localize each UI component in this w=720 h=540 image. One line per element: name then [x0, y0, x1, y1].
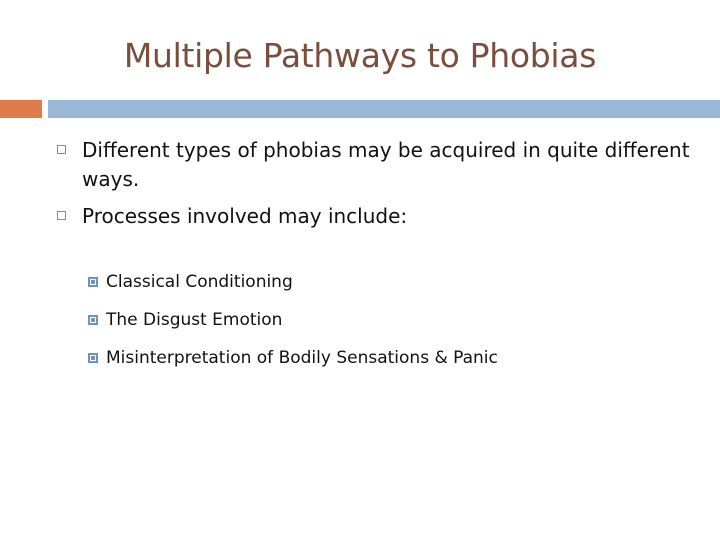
- square-bullet-icon: [88, 353, 98, 363]
- hollow-square-bullet-icon: [57, 145, 66, 154]
- bullet-item: [56, 136, 696, 194]
- bullet-text: Different types of phobias may be acquired in quite different ways.: [82, 138, 690, 191]
- bullet-item: [56, 202, 696, 231]
- sub-bullet-text: Misinterpretation of Bodily Sensations & Panic: [106, 348, 498, 368]
- sub-bullet-text: The Disgust Emotion: [106, 310, 283, 330]
- sub-bullet-text: Classical Conditioning: [106, 272, 293, 292]
- square-bullet-icon: [88, 315, 98, 325]
- sub-bullet-item: [56, 347, 696, 370]
- sub-bullet-item: [56, 309, 696, 332]
- slide-title: Multiple Pathways to Phobias: [123, 36, 597, 75]
- title-rule-bar: [48, 100, 720, 118]
- hollow-square-bullet-icon: [57, 211, 66, 220]
- spacer: [56, 239, 696, 271]
- title-rule-accent: [0, 100, 42, 118]
- slide-body: [56, 136, 696, 385]
- square-bullet-icon: [88, 277, 98, 287]
- sub-bullet-item: [56, 271, 696, 294]
- bullet-text: Processes involved may include:: [82, 204, 408, 228]
